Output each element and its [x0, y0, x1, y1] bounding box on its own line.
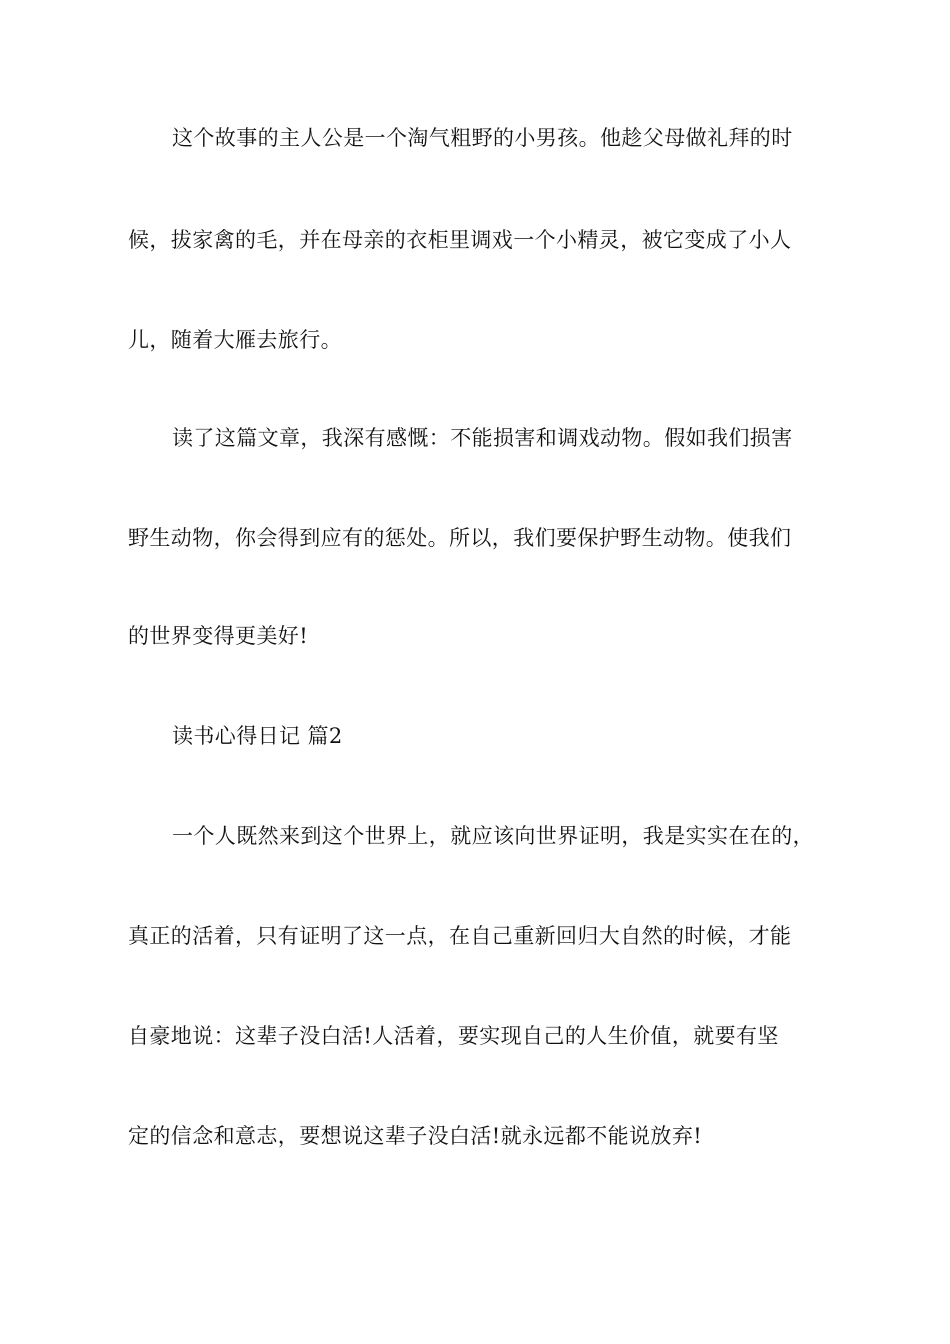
paragraph-1-line-2: 候，拔家禽的毛，并在母亲的衣柜里调戏一个小精灵，被它变成了小人: [128, 228, 792, 252]
paragraph-1-line-3: 儿，随着大雁去旅行。: [128, 328, 342, 352]
paragraph-2-line-2: 野生动物，你会得到应有的惩处。所以，我们要保护野生动物。使我们: [128, 526, 792, 550]
section-heading: 读书心得日记 篇2: [172, 724, 343, 748]
paragraph-3-line-4: 定的信念和意志，要想说这辈子没白活!就永远都不能说放弃!: [128, 1124, 703, 1148]
paragraph-2-line-1: 读了这篇文章，我深有感慨：不能损害和调戏动物。假如我们损害: [172, 426, 793, 450]
paragraph-2-line-3: 的世界变得更美好!: [128, 624, 309, 648]
paragraph-1-line-1: 这个故事的主人公是一个淘气粗野的小男孩。他趁父母做礼拜的时: [172, 126, 793, 150]
paragraph-3-line-3: 自豪地说：这辈子没白活!人活着，要实现自己的人生价值，就要有坚: [128, 1024, 779, 1048]
paragraph-3-line-1: 一个人既然来到这个世界上，就应该向世界证明，我是实实在在的，: [172, 824, 814, 848]
paragraph-3-line-2: 真正的活着，只有证明了这一点，在自己重新回归大自然的时候，才能: [128, 924, 792, 948]
